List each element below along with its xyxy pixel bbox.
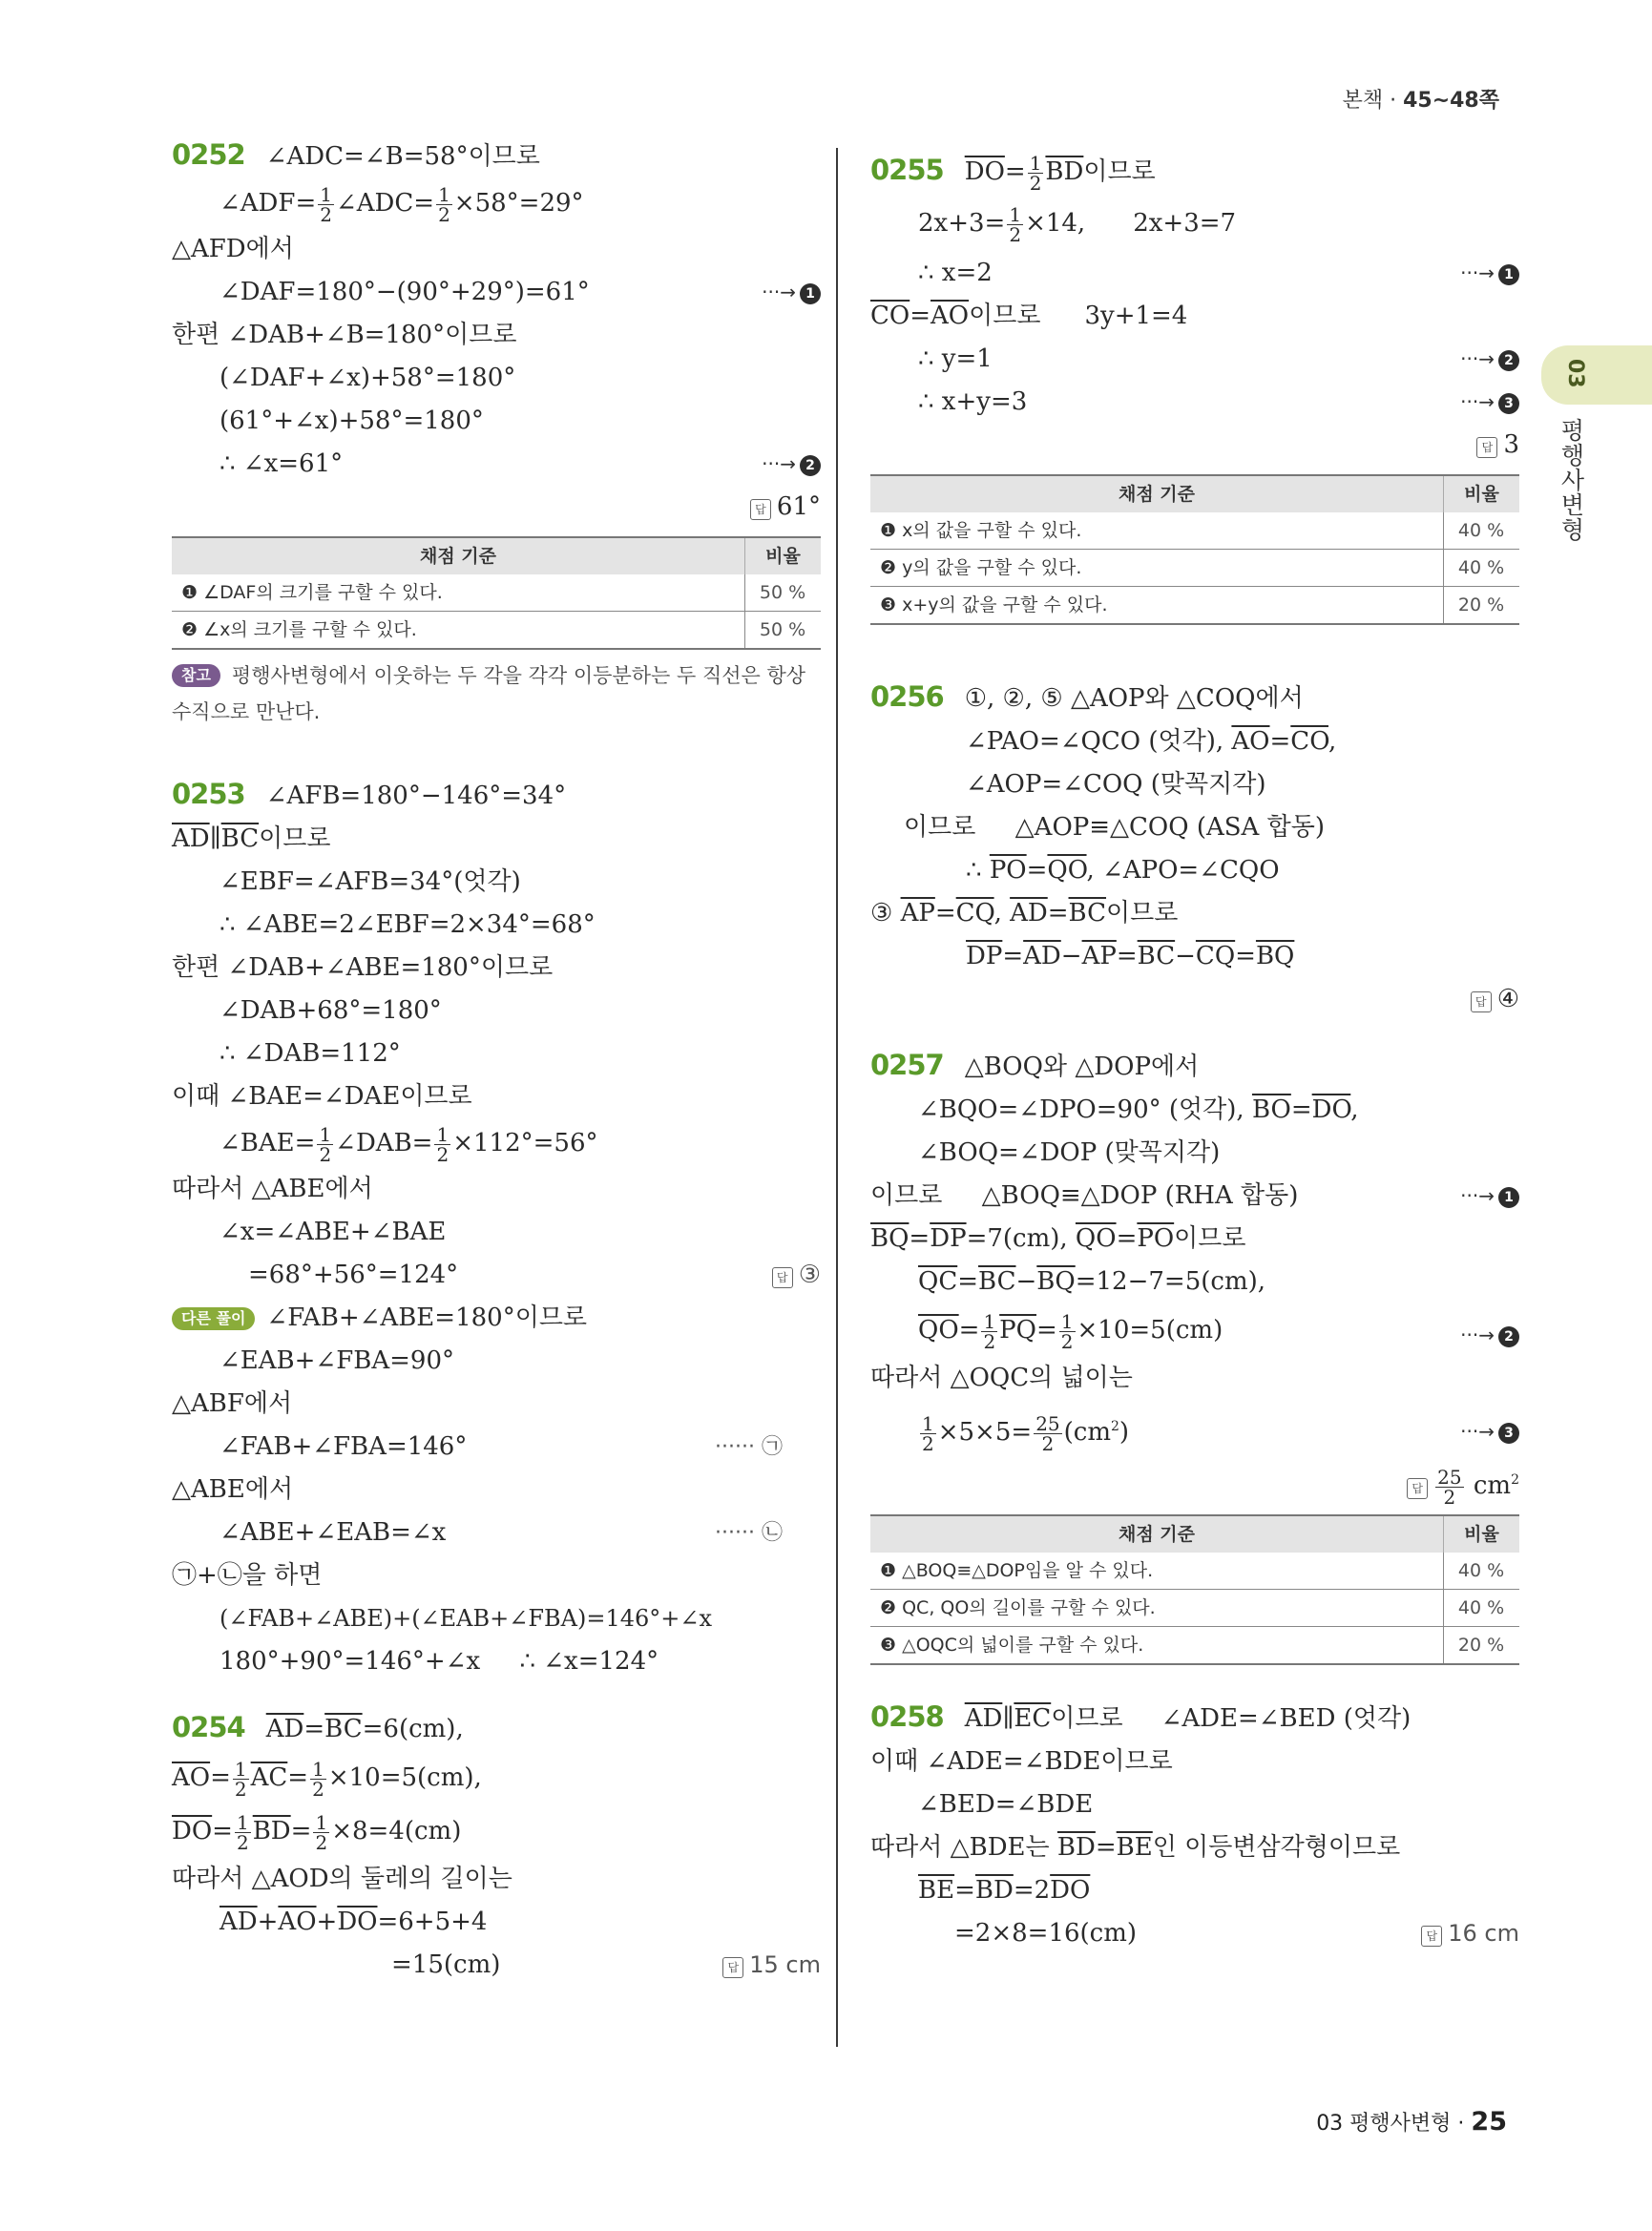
solution-line: ∠FAB+∠ABE=180°이므로: [266, 1303, 588, 1332]
table-row: ❷ QC, QO의 길이를 구할 수 있다. 40 %: [870, 1590, 1519, 1627]
segment: $\overline{BC}$: [220, 824, 260, 853]
right-column: [870, 145, 1519, 1955]
table-row: ❶ x의 값을 구할 수 있다. 40 %: [870, 512, 1519, 550]
page-header: [1343, 84, 1499, 114]
table-row: ❷ y의 값을 구할 수 있다. 40 %: [870, 550, 1519, 587]
problem-0258: 0258 $\overline{AD}\parallel\overline{EC}$이므로 ∠ADE=∠BED (엇각) 이때 ∠ADE=∠BDE이므로 ∠BED=∠BDE 따라서 △BDE는 $\overline{BD}=\overline{BE}$인 이등변삼각형이므로 $\overline{BE}=\overline{BD}=2\overline{DO}$ =2×8=16(cm) 답 16 cm: [870, 1696, 1519, 1955]
problem-number: 0253: [172, 778, 245, 810]
answer-icon: 답: [1407, 1478, 1428, 1499]
table-row: ❶ ∠DAF의 크기를 구할 수 있다. 50 %: [172, 574, 821, 612]
answer-value: ④: [1496, 985, 1519, 1013]
fraction: $\frac{1}{2}$: [315, 1810, 328, 1854]
footer-chapter: 03 평행사변형: [1316, 2112, 1452, 2136]
solution-line: (∠DAF+∠x)+58°=180°: [220, 364, 516, 392]
fraction: $\frac{1}{2}$: [319, 1122, 332, 1166]
solution-line: ㉠+㉡을 하면: [172, 1561, 323, 1590]
fraction: $\frac{25}{2}$: [1437, 1465, 1462, 1509]
solution-line: ∠ADC=∠B=58°이므로: [265, 142, 540, 171]
fraction: $\frac{1}{2}$: [1029, 151, 1042, 195]
solution-line: =15(cm): [391, 1950, 501, 1979]
solution-line: ∴ ∠ABE=2∠EBF=2×34°=68°: [220, 910, 596, 939]
answer-value: 61°: [776, 492, 821, 521]
column-divider: [836, 148, 838, 2047]
solution-line: ∴ ∠x=61°: [220, 449, 344, 478]
problem-0256: 0256 ①, ②, ⑤ △AOP와 △COQ에서 ∠PAO=∠QCO (엇각), $\overline{AO}=\overline{CO}$, ∠AOP=∠COQ (맞꼭지각) 이므로 △AOP≡△COQ (ASA 합동) ∴ $\overline{PO}=\overline{QO}$, ∠APO=∠CQO ③ $\overline{AP}=\overline{CQ}$, $\overline{AD}=\overline{BC}$이므로 $\overline{DP}=\overline{AD}-\overline{AP}=\overline{BC}-\overline{CQ}=\overline{BQ}$ 답 ④: [870, 676, 1519, 1021]
segment: $\overline{AD}$: [172, 824, 210, 853]
solution-line: △AFD에서: [172, 235, 294, 263]
fraction: $\frac{1}{2}$: [320, 182, 332, 226]
footer-separator: ·: [1451, 2112, 1472, 2136]
solution-line: △BOQ와 △DOP에서: [964, 1053, 1200, 1081]
page-footer: [1316, 2107, 1507, 2137]
solution-line: ∠BOQ=∠DOP (맞꼭지각): [918, 1138, 1221, 1167]
answer-icon: 답: [722, 1957, 743, 1978]
answer-icon: 답: [772, 1267, 793, 1288]
answer-icon: 답: [1471, 991, 1492, 1012]
solution-line: 따라서 △OQC의 넓이는: [870, 1364, 1133, 1392]
fraction: $\frac{1}{2}$: [438, 182, 450, 226]
solution-line: ∠AFB=180°−146°=34°: [265, 782, 567, 810]
table-header: 비율: [745, 537, 822, 574]
solution-line: (61°+∠x)+58°=180°: [220, 407, 484, 435]
table-row: ❶ △BOQ≡△DOP임을 알 수 있다. 40 %: [870, 1553, 1519, 1590]
alt-solution-badge: 다른 풀이: [172, 1307, 255, 1330]
solution-line: ∴ x+y=3: [918, 387, 1028, 416]
step-marker-2: ···→ 2: [762, 443, 821, 486]
equation-marker: ······ ㉡: [715, 1521, 783, 1545]
answer: 답 15 cm: [722, 1944, 821, 1988]
answer: 답 16 cm: [1421, 1912, 1519, 1956]
table-header: 비율: [1444, 1515, 1520, 1553]
step-marker-1: ···→ 1: [1460, 252, 1519, 295]
problem-0252: [172, 134, 821, 730]
step-marker-2: ···→ 2: [1460, 1308, 1519, 1362]
solution-line: ∠FAB+∠FBA=146°: [220, 1432, 468, 1461]
answer: [870, 424, 1519, 467]
solution-line: ∴ x=2: [918, 259, 993, 287]
answer: 답 $\frac{25}{2}$ $cm^2$: [870, 1453, 1519, 1507]
answer-icon: 답: [1421, 1926, 1442, 1947]
note: [172, 657, 821, 730]
equation-marker: ······ ㉠: [715, 1435, 783, 1459]
table-row: ❷ ∠x의 크기를 구할 수 있다. 50 %: [172, 612, 821, 650]
table-header: 비율: [1444, 475, 1520, 512]
solution-line: 이때 ∠BAE=∠DAE이므로: [172, 1082, 472, 1111]
table-header: 채점 기준: [870, 1515, 1444, 1553]
fraction: $\frac{1}{2}$: [436, 1122, 450, 1166]
chapter-tab[interactable]: [1541, 345, 1652, 405]
solution-line: ∠AOP=∠COQ (맞꼭지각): [966, 770, 1266, 799]
solution-line: 이때 ∠ADE=∠BDE이므로: [870, 1747, 1173, 1776]
fraction: $\frac{1}{2}$: [312, 1757, 324, 1801]
step-marker-1: ···→ 1: [762, 271, 821, 314]
fraction: $\frac{1}{2}$: [1009, 202, 1022, 246]
problem-number: 0255: [870, 154, 944, 186]
solution-line: ①, ②, ⑤ △AOP와 △COQ에서: [964, 684, 1304, 713]
table-row: ❸ △OQC의 넓이를 구할 수 있다. 20 %: [870, 1627, 1519, 1665]
solution-line: =2×8=16(cm): [954, 1919, 1138, 1948]
scoring-table: [870, 474, 1519, 625]
answer: [870, 978, 1519, 1021]
solution-line: ∠EAB+∠FBA=90°: [220, 1346, 455, 1375]
solution-line: ∠DAF=180°−(90°+29°)=61°: [220, 278, 590, 306]
solution-line: (∠FAB+∠ABE)+(∠EAB+∠FBA)=146°+∠x: [220, 1605, 713, 1632]
step-marker-3: ···→ 3: [1460, 381, 1519, 424]
solution-line: 이므로 △BOQ≡△DOP (RHA 합동): [870, 1181, 1299, 1210]
page-number: 25: [1471, 2107, 1507, 2137]
problem-number: 0252: [172, 138, 245, 171]
solution-line: 따라서 △ABE에서: [172, 1175, 373, 1203]
step-marker-1: ···→ 1: [1460, 1175, 1519, 1218]
scoring-table: [870, 1514, 1519, 1665]
header-prefix: 본책 ·: [1342, 89, 1404, 113]
solution-line: 이므로 △AOP≡△COQ (ASA 합동): [904, 813, 1325, 842]
solution-line: =68°+56°=124°: [248, 1261, 459, 1289]
solution-text: ∠ADF=: [220, 189, 317, 218]
solution-line: ∠BED=∠BDE: [918, 1790, 1094, 1819]
step-marker-2: ···→ 2: [1460, 338, 1519, 381]
problem-0254: 0254 $\overline{AD}=\overline{BC}=6(cm)$, $\overline{AO}=$ $\frac{1}{2}$ $\overline{AC}=$ $\frac{1}{2}$ ×10=5(cm), $\overline{DO}=$ $\frac{1}{2}$ $\overline{BD}=$ $\frac{1}{2}$ ×8=4(cm) 따라서 △AOD의 둘레의 길이는 $\overline{AD}+\overline{AO}+\overline{DO}=6+5+4$ =15(cm) 답 15 cm: [172, 1706, 821, 1987]
answer-icon: 답: [750, 499, 771, 520]
solution-line: ∠DAB+68°=180°: [220, 996, 442, 1025]
answer: [172, 486, 821, 529]
solution-line: ∠ABE+∠EAB=∠x: [220, 1518, 447, 1547]
problem-number: 0257: [870, 1049, 944, 1081]
note-text: 평행사변형에서 이웃하는 두 각을 각각 이등분하는 두 직선은 항상 수직으로 만난다.: [172, 664, 806, 723]
answer: 답 ③: [772, 1254, 821, 1298]
problem-0255: 0255 $\overline{DO}=$ $\frac{1}{2}$ $\overline{BD}$이므로 2x+3= $\frac{1}{2}$ ×14, 2x+3=7 ∴ x=2 ···→ 1 $\overline{CO}=\overline{AO}$이므로 3y+1=4 ∴ y=1 ···→ 2 ∴ x+y=3 ···→ 3 답 3 채점 기준 비율 ❶ x의 값을 구할 수 있다. 40 % ❷ y의 값을 구할 수 있다. 40 % ❸ x+y의 값을 구할 수 있다. 20 %: [870, 145, 1519, 625]
solution-line: 한편 ∠DAB+∠ABE=180°이므로: [172, 953, 554, 982]
chapter-tab-title: 평행사변형: [1558, 418, 1585, 542]
solution-line: 따라서 △AOD의 둘레의 길이는: [172, 1865, 512, 1893]
problem-number: 0258: [870, 1700, 944, 1733]
fraction: $\frac{1}{2}$: [1060, 1309, 1074, 1353]
solution-text: ×58°=29°: [453, 189, 584, 218]
fraction: $\frac{1}{2}$: [922, 1411, 934, 1455]
solution-line: △ABE에서: [172, 1475, 294, 1504]
step-marker-3: ···→ 3: [1460, 1405, 1519, 1458]
solution-line: ∴ ∠DAB=112°: [220, 1039, 401, 1068]
answer-icon: 답: [1476, 437, 1497, 458]
fraction: $\frac{25}{2}$: [1035, 1411, 1060, 1455]
left-column: [172, 134, 821, 1987]
table-header: 채점 기준: [172, 537, 745, 574]
problem-number: 0256: [870, 680, 944, 713]
solution-line: ∴ y=1: [918, 344, 993, 373]
scoring-table: [172, 536, 821, 650]
table-row: ❸ x+y의 값을 구할 수 있다. 20 %: [870, 587, 1519, 625]
solution-line: 180°+90°=146°+∠x ∴ ∠x=124°: [220, 1647, 659, 1676]
table-header: 채점 기준: [870, 475, 1444, 512]
problem-0253: 0253 ∠AFB=180°−146°=34° $\overline{AD}\parallel\overline{BC}$이므로 ∠EBF=∠AFB=34°(엇각) ∴ ∠ABE=2∠EBF=2×34°=68° 한편 ∠DAB+∠ABE=180°이므로 ∠DAB+68°=180° ∴ ∠DAB=112° 이때 ∠BAE=∠DAE이므로 ∠BAE= $\frac{1}{2}$ ∠DAB= $\frac{1}{2}$ ×112°=56° 따라서 △ABE에서 ∠x=∠ABE+∠BAE =68°+56°=124° 답 ③ 다른 풀이 ∠FAB+∠ABE=180°이므로 ∠EAB+∠FBA=90° △ABF에서 ∠FAB+∠FBA=146° ······ ㉠ △ABE에서 ∠ABE+∠EAB=∠x ······ ㉡ ㉠+㉡을 하면 (∠FAB+∠ABE)+(∠EAB+∠FBA)=146°+∠x 180°+90°=146°+∠x ∴ ∠x=124°: [172, 773, 821, 1683]
solution-line: △ABF에서: [172, 1389, 293, 1418]
solution-text: ∠ADC=: [335, 189, 435, 218]
chapter-tab-number: 03: [1563, 359, 1587, 388]
fraction: $\frac{1}{2}$: [234, 1757, 247, 1801]
header-pages: 45~48쪽: [1403, 89, 1499, 113]
problem-number: 0254: [172, 1711, 245, 1743]
solution-line: ∠x=∠ABE+∠BAE: [220, 1218, 447, 1246]
solution-line: 한편 ∠DAB+∠B=180°이므로: [172, 321, 517, 349]
fraction: $\frac{1}{2}$: [236, 1810, 249, 1854]
note-badge: 참고: [172, 664, 220, 687]
fraction: $\frac{1}{2}$: [983, 1309, 996, 1353]
solution-line: ∠EBF=∠AFB=34°(엇각): [220, 867, 521, 896]
problem-0257: 0257 △BOQ와 △DOP에서 ∠BQO=∠DPO=90° (엇각), $\overline{BO}=\overline{DO}$, ∠BOQ=∠DOP (맞꼭지각) 이므로 △BOQ≡△DOP (RHA 합동) ···→ 1 $\overline{BQ}=\overline{DP}=7(cm)$, $\overline{QO}=\overline{PO}$이므로 $\overline{QC}=\overline{BC}-\overline{BQ}=12-7=5(cm)$, $\overline{QO}=$ $\frac{1}{2}$ $\overline{PQ}=$ $\frac{1}{2}$ ×10=5(cm) ···→ 2 따라서 △OQC의 넓이는 $\frac{1}{2}$ ×5×5= $\frac{25}{2}$ $(cm^2)$ ···→ 3 답 $\frac{25}{2}$ $cm^2$ 채점 기준 비율 ❶ △BOQ≡△DOP임을 알 수 있다. 40 % ❷ QC, QO의 길이를 구할 수 있다. 40 % ❸ △OQC의 넓이를 구할 수 있다. 20 %: [870, 1044, 1519, 1665]
answer-value: 3: [1503, 430, 1519, 459]
